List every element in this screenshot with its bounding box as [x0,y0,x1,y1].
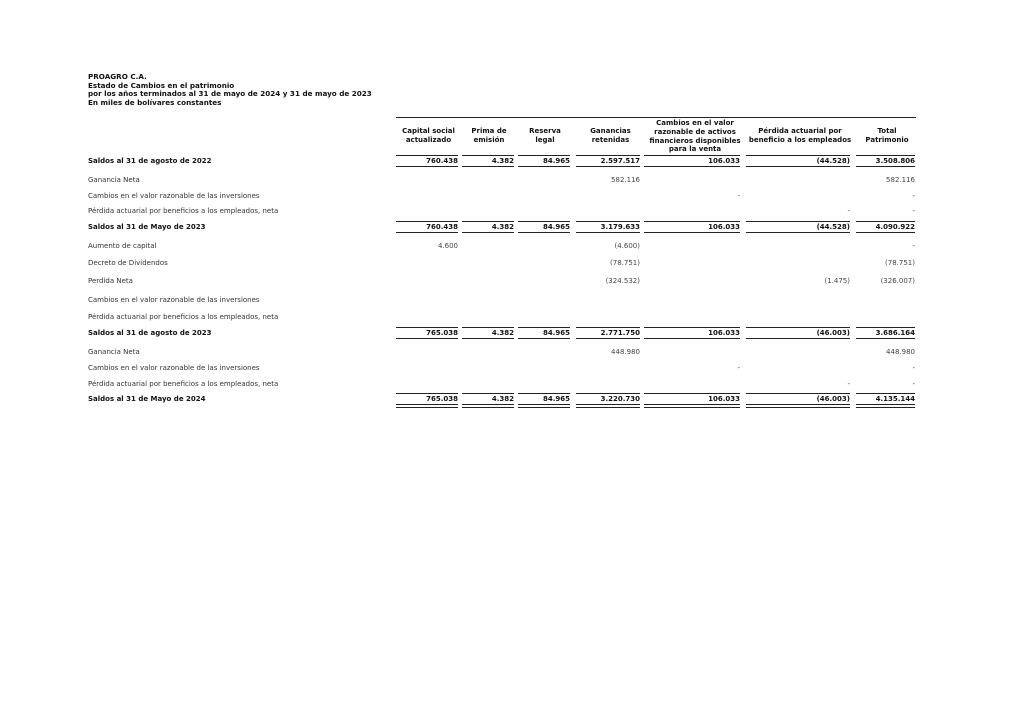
total-top-rule [462,327,514,328]
row-cell [746,363,850,373]
row-cell: 84.965 [542,157,570,165]
column-header-cambios-valor: Cambios en el valor razonable de activos financieros disponibles para la venta [649,119,741,154]
row-cell [746,347,850,357]
row-cell [644,295,740,305]
column-header-ganancias: Ganancias retenidas [590,127,631,144]
header-top-rule [396,117,916,118]
row-cell: 3.220.730 [600,395,640,403]
total-top-rule [518,393,570,394]
row-cell [518,206,570,216]
balance-row [0,394,1024,404]
row-cell: 106.033 [708,157,740,165]
total-top-rule [576,155,640,156]
row-cell: 4.600 [437,242,458,250]
row-cell: 106.033 [708,329,740,337]
row-cell: (4.600) [614,242,640,250]
total-top-rule [462,155,514,156]
row-cell [462,312,514,322]
row-cell: - [912,242,915,250]
row-cell [518,258,570,268]
row-cell: 448.980 [886,348,915,356]
total-bottom-rule [576,232,640,233]
total-double-underline [856,404,915,408]
total-top-rule [746,221,850,222]
row-cell: 2.771.750 [600,329,640,337]
row-cell [644,347,740,357]
total-top-rule [856,221,915,222]
row-cell [856,295,915,305]
row-cell: (44.528) [816,157,850,165]
row-cell [576,312,640,322]
row-cell [396,312,458,322]
total-double-underline [462,404,514,408]
row-cell: - [912,364,915,372]
total-bottom-rule [462,338,514,339]
row-label: Aumento de capital [88,242,157,250]
total-double-underline [644,404,740,408]
row-cell [644,241,740,251]
row-label: Pérdida actuarial por beneficios a los empleados, neta [88,313,279,321]
row-cell [396,175,458,185]
row-cell [396,295,458,305]
company-name: PROAGRO C.A. [88,72,147,81]
row-cell [576,206,640,216]
row-cell: - [912,192,915,200]
row-cell [518,312,570,322]
row-cell [396,347,458,357]
row-cell [644,379,740,389]
row-cell: 106.033 [708,395,740,403]
row-cell [396,276,458,286]
table-row [0,175,1024,185]
statement-period: por los años terminados al 31 de mayo de 2024 y 31 de mayo de 2023 [88,89,372,99]
row-cell [396,363,458,373]
row-cell: 84.965 [542,223,570,231]
total-top-rule [396,221,458,222]
row-cell: (78.751) [610,259,640,267]
row-label: Ganancia Neta [88,348,140,356]
total-bottom-rule [396,338,458,339]
column-header-perdida-actuarial: Pérdida actuarial por beneficio a los empleados [748,127,852,144]
statement-title: Estado de Cambios en el patrimonio [88,80,235,90]
table-row [0,276,1024,286]
row-cell [746,312,850,322]
row-cell [576,379,640,389]
row-cell [462,363,514,373]
total-bottom-rule [518,338,570,339]
balance-row [0,328,1024,338]
row-cell [518,363,570,373]
table-row [0,191,1024,201]
row-cell: 765.038 [426,395,458,403]
row-cell: 106.033 [708,223,740,231]
row-cell [396,258,458,268]
total-top-rule [396,327,458,328]
table-row [0,312,1024,322]
row-cell: (1.475) [824,277,850,285]
table-row [0,241,1024,251]
row-cell [518,191,570,201]
row-label: Saldos al 31 de Mayo de 2023 [88,223,206,231]
row-cell: 4.135.144 [875,395,915,403]
row-cell: 4.090.922 [875,223,915,231]
total-bottom-rule [576,166,640,167]
total-top-rule [518,221,570,222]
row-cell [518,295,570,305]
total-bottom-rule [644,232,740,233]
row-cell [576,295,640,305]
row-cell [644,276,740,286]
total-bottom-rule [462,166,514,167]
total-top-rule [462,221,514,222]
row-cell: 4.382 [491,329,514,337]
table-row [0,347,1024,357]
row-cell: - [912,207,915,215]
row-cell [518,379,570,389]
row-cell: 765.038 [426,329,458,337]
total-bottom-rule [396,166,458,167]
total-bottom-rule [396,232,458,233]
row-cell [746,258,850,268]
row-cell [576,363,640,373]
row-cell [746,241,850,251]
total-top-rule [856,155,915,156]
total-bottom-rule [856,232,915,233]
total-bottom-rule [856,166,915,167]
balance-row [0,156,1024,166]
row-cell [396,206,458,216]
table-row [0,258,1024,268]
total-top-rule [396,393,458,394]
row-cell [746,295,850,305]
row-cell [518,276,570,286]
row-cell [576,191,640,201]
row-cell: - [737,192,740,200]
column-header-capital: Capital social actualizado [402,127,455,144]
total-top-rule [644,155,740,156]
column-header-total: Total Patrimonio [865,127,909,144]
total-top-rule [576,327,640,328]
row-cell: 4.382 [491,223,514,231]
total-double-underline [396,404,458,408]
row-cell: 3.508.806 [875,157,915,165]
row-cell [644,206,740,216]
total-top-rule [644,327,740,328]
row-cell [462,206,514,216]
total-bottom-rule [644,166,740,167]
row-cell: 84.965 [542,329,570,337]
row-cell: 448.980 [611,348,640,356]
total-bottom-rule [518,166,570,167]
row-label: Saldos al 31 de Mayo de 2024 [88,395,206,403]
total-top-rule [396,155,458,156]
row-cell: - [847,380,850,388]
statement-units: En miles de bolívares constantes [88,97,222,107]
row-cell: (46.003) [816,329,850,337]
row-cell: (44.528) [816,223,850,231]
row-cell: - [847,207,850,215]
total-top-rule [746,393,850,394]
row-cell [644,258,740,268]
row-cell [518,175,570,185]
total-top-rule [746,327,850,328]
row-cell: 582.116 [611,176,640,184]
total-bottom-rule [518,232,570,233]
total-double-underline [576,404,640,408]
total-top-rule [746,155,850,156]
total-top-rule [644,221,740,222]
row-label: Decreto de Dividendos [88,259,168,267]
row-cell [746,175,850,185]
column-header-prima: Prima de emisión [471,127,507,144]
row-cell: 582.116 [886,176,915,184]
row-cell: (46.003) [816,395,850,403]
total-double-underline [518,404,570,408]
row-label: Perdida Neta [88,277,133,285]
row-cell [462,191,514,201]
row-cell: - [912,380,915,388]
total-bottom-rule [462,232,514,233]
total-top-rule [856,327,915,328]
total-top-rule [576,221,640,222]
row-cell [462,175,514,185]
column-header-reserva: Reserva legal [529,127,561,144]
row-cell [746,191,850,201]
total-top-rule [576,393,640,394]
row-label: Pérdida actuarial por beneficios a los empleados, neta [88,380,279,388]
total-top-rule [644,393,740,394]
table-row [0,206,1024,216]
row-label: Cambios en el valor razonable de las inversiones [88,364,260,372]
total-bottom-rule [746,232,850,233]
row-cell: (326.007) [880,277,915,285]
balance-row [0,222,1024,232]
row-cell: 84.965 [542,395,570,403]
row-cell [518,241,570,251]
row-cell [462,347,514,357]
total-bottom-rule [644,338,740,339]
total-top-rule [856,393,915,394]
total-top-rule [518,155,570,156]
row-cell: 3.179.633 [600,223,640,231]
row-cell: 760.438 [426,223,458,231]
row-cell [644,312,740,322]
row-label: Saldos al 31 de agosto de 2022 [88,157,212,165]
row-cell [462,241,514,251]
total-top-rule [462,393,514,394]
row-cell: (324.532) [605,277,640,285]
row-label: Saldos al 31 de agosto de 2023 [88,329,212,337]
row-label: Cambios en el valor razonable de las inversiones [88,296,260,304]
table-row [0,379,1024,389]
row-cell: 4.382 [491,157,514,165]
total-bottom-rule [746,338,850,339]
row-cell [396,379,458,389]
row-cell [518,347,570,357]
total-bottom-rule [856,338,915,339]
row-cell [462,295,514,305]
total-double-underline [746,404,850,408]
row-cell: 3.686.164 [875,329,915,337]
row-cell [462,276,514,286]
row-cell: 4.382 [491,395,514,403]
row-cell [396,191,458,201]
row-cell [462,258,514,268]
total-bottom-rule [746,166,850,167]
row-label: Pérdida actuarial por beneficios a los empleados, neta [88,207,279,215]
row-cell: (78.751) [885,259,915,267]
row-cell [462,379,514,389]
total-top-rule [518,327,570,328]
table-row [0,363,1024,373]
row-cell [644,175,740,185]
row-cell: 2.597.517 [600,157,640,165]
row-label: Ganancia Neta [88,176,140,184]
table-row [0,295,1024,305]
row-cell [856,312,915,322]
row-cell: - [737,364,740,372]
row-cell: 760.438 [426,157,458,165]
total-bottom-rule [576,338,640,339]
row-label: Cambios en el valor razonable de las inversiones [88,192,260,200]
